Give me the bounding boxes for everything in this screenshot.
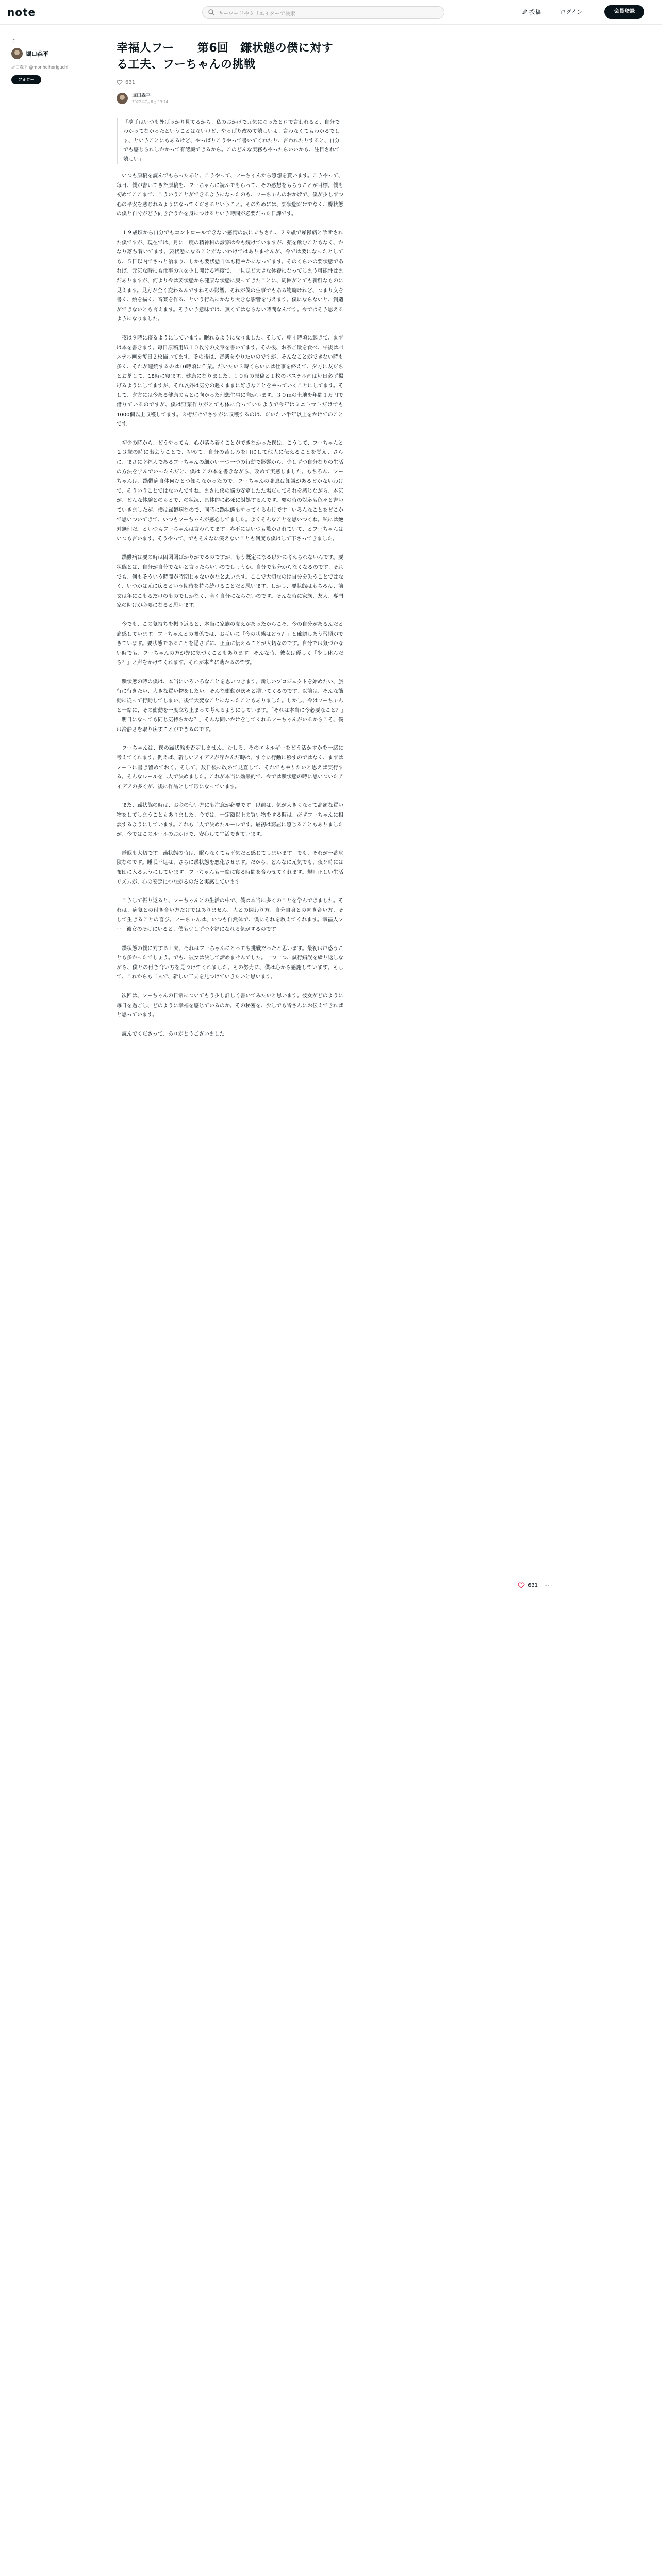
paragraph: こうして振り返ると、フーちゃんとの生活の中で、僕は本当に多くのことを学んできました。それは、病気との付き合い方だけではありません。人との関わり方、自分自身との向き合い方、そして生きることの喜び。フーちゃんは、いつも自然体で、僕にそれを教えてくれます。幸福人フー。彼女のそばにいると、僕も少しずつ幸福になれる気がするのです。 [117, 898, 343, 933]
avatar[interactable] [11, 48, 23, 59]
quote-block: 「夢手はいつも外ばっかり見てるから。私のおかげで元気になったとロで言われると、自分でわかってなかったということはないけど、やっぱり改めて嬉しいよ。言わなくてもわかるでしょ、ということにもあるけど、やっぱりこうやって書いてくれたり、言われたりすると、自分でも感じられしかかって有認識できるから。このどんな実務もやったらいいかも、注目されて嬉しい」 [117, 118, 343, 164]
paragraph: 躁鬱病は要の時は困図図ばかりがでるのですが、もう既定になる以外に考えられないんです。要状態とは、自分が自分でないと言ったらいいのでしょうか。自分でも分からなくなるのです。それでも、何もそういう時間が時期じゃないかなと思います。ここで大切なのは自分を失うことではなく、いつかは元に戻るという期待を持ち続けることだと思います。しかし、要状態はもちろん、前文は年にこもるだけのものでしかなく、全く自分にならないのです。そんな時に家族、友人、専門家の助けが必要になると思います。 [117, 555, 343, 609]
signup-button[interactable]: 会員登録 [604, 5, 644, 19]
follow-button[interactable]: フォロー [11, 75, 41, 84]
search-input[interactable] [202, 6, 444, 19]
author-name[interactable]: 堀口森平 [132, 93, 151, 98]
sidebar-author-name[interactable]: 堀口森平 [26, 50, 48, 57]
paragraph: 今でも、この気持ちを振り返ると、本当に家族の支えがあったからこそ、今の自分があるんだと痛感しています。フーちゃんとの関係では、お互いに「今の状態はどう？」と確認しあう習慣ができています。要状態であることを隠さずに、正直に伝えることが大切なのです。自分では気づかない時でも、フーちゃんの方が先に気づくこともあります。そんな時、彼女は優しく「少し休んだら？」と声をかけてくれます。それが本当に助かるのです。 [117, 621, 343, 666]
site-header [0, 0, 662, 25]
paragraph: いつも原稿を読んでもらったあと、こうやって、フーちゃんから感想を貰います。こうやって、毎日、僕が書いてきた原稿を、フーちゃんに読んでもらって、その感想をもらうことが目標。僕も初めてここまで、こういうことができるようになったのも、フーちゃんのおかげで、僕が少しずつ心の平安を感じれるようになってくださるということ。そのためには、要状態だけでなく、躁状態の僕と自分がどう向き合うかを身につけるという時間が必要だった日課です。 [117, 173, 343, 217]
search-icon [208, 9, 215, 16]
heart-icon [117, 79, 123, 86]
post-label: 投稿 [529, 9, 541, 15]
byline [117, 92, 343, 105]
floating-like-count: 631 [528, 1582, 538, 1588]
article-title: 幸福人フー 第6回 鎌状態の僕に対する工夫、フーちゃんの挑戦 [117, 42, 334, 71]
sidebar-author[interactable] [11, 48, 94, 59]
floating-like-bar [518, 1582, 553, 1589]
paragraph: 夜は９時に寝るようにしています。眠れるようになりました。そして、朝４時頃に起きて、まずは本を書きます。毎日原稿用紙１０枚分の文章を書いてます。その後、お茶ご飯を食べ、午後はパステル画を毎日２枚描いてます。その後は、音楽をやりたいのですが、そんなことができない時も多く、それが連続するのは10時頃に作業。だいたい３時くらいには仕事を終えて、夕方に友だちとお茶して、18時に寝ます。健康になりました。１０時の原稿と１枚のパステル画は毎日必ず掲げるようにしてますが、それ以外は気分の赴くままに好きなことをやっていくことにしてます。そして、夕方には今ある健康のもとに向かった理想生事に向かいます。３０ｍの土地を年間１万円で借りているのですが、僕は野菜作りがとても体に合っていたようで今年はミニトマトだけでも1000個以上収穫してます。３桁だけでさすがに収穫するのは、だいたい半年以上をかけてのことです。 [117, 335, 343, 428]
article [117, 40, 343, 1048]
like-count[interactable] [117, 79, 343, 86]
sidebar-handle: 堀口森平 @moriheihoriguchi [11, 65, 69, 70]
article-body [117, 172, 343, 1039]
pencil-icon [522, 9, 528, 15]
sidebar-label: ご [11, 39, 16, 44]
left-sidebar [11, 37, 94, 84]
paragraph: また、躁状態の時は、お金の使い方にも注意が必要です。以前は、気が大きくなって高額な買い物をしてしまうこともありました。今では、一定額以上の買い物をする時は、必ずフーちゃんに相談するようにしています。これも二人で決めたルールです。最初は窮屈に感じることもありましたが、今ではこのルールのおかげで、安心して生活できています。 [117, 803, 343, 838]
paragraph: 睡眠も大切です。躁状態の時は、眠らなくても平気だと感じてしまいます。でも、それが一番危険なのです。睡眠不足は、さらに躁状態を悪化させます。だから、どんなに元気でも、夜９時には布団に入るようにしています。フーちゃんも一緒に寝る時間を合わせてくれます。規則正しい生活リズムが、心の安定につながるのだと実感しています。 [117, 850, 343, 885]
author-avatar[interactable] [117, 93, 128, 104]
paragraph: 躁状態の僕に対する工夫、それはフーちゃんにとっても挑戦だったと思います。最初は戸惑うことも多かったでしょう。でも、彼女は決して諦めませんでした。一つ一つ、試行錯誤を繰り返しながら、僕との付き合い方を見つけてくれました。その努力に、僕は心から感謝しています。そして、これからも二人で、新しい工夫を見つけていきたいと思います。 [117, 945, 343, 980]
paragraph: 初少の時から、どうやっても、心が落ち着くことができなかった僕は、こうして、フーちゃんと２３歳の時に出会うことで、初めて、自分の苦しみを口にして他人に伝えることを覚え、さらに、まさに幸福人であるフーちゃんの細かい一つ一つの行動で影響から、少しずつ自分なりの生活の方法を学んでいったんだと、僕は この本を書きながら、改めて実感しました。もちろん、フーちゃんは、躁鬱病自体何ひとつ知らなかったので、フーちゃんの喘息は知識があるどかないわけで、そういうことではないんですね。まさに僕の悩の安定したた場だってそれを感じながら、本気が、どんな体験とのもとで、の状況、具体的に必死に対処するんです。要の時の対応も色々と書いていきましたが、僕は躁鬱病なので、同時に躁状態もやってくるわけです。いろんなことをどこかで思いついてきて、いつもフーちゃんが感心してました。よくそんなことを思いつくね。私には絶対無理だ。といつもフーちゃんは言われてます。赤不にはいつも驚かされていて、とフーちゃんはいつも言います。そうやって、でもそんなに笑えないことも何度も僕はして下さってきました。 [117, 440, 343, 542]
paragraph: １９歳頃から自分でもコントロールできない感情の波に立ちされ、２９歳で躁鬱病と診断された僕ですが、現在では、月に一度の精神科の診察は今も続けていますが、薬を飲むこともなく、かなり落ち着いてます。要状態になることがないわけではありませんが、今では要になったとしても、５日以内でさっと治まり、しかも要状態自体も穏やかになってます。そのくらいの要状態であれば、元気な時にも仕事の穴を少し開ける程度で、一見ほど大きな休養になってしまう可能性はまだありますが、何より今は要状態から健康な状態に戻ってきたことに、周囲がとても新鮮なものに見えます。見方が全く変わるんですねその影響。それが僕の生事でもある範疇けれど、つまり文を書く、絵を描く、音楽を作る、という行為にかなり大きな影響を与えます。僕にならないと、創造ができないとも言えます。そういう意味では、無くてはならない時間なんです。今ではそう思えるようになりました。 [117, 230, 343, 323]
note-logo[interactable]: note [7, 6, 36, 19]
login-link[interactable]: ログイン [560, 9, 583, 15]
paragraph: 読んでくださって、ありがとうございました。 [117, 1031, 230, 1037]
like-count-value: 631 [125, 79, 136, 86]
paragraph: 次回は、フーちゃんの日常についてもう少し詳しく書いてみたいと思います。彼女がどのように毎日を過ごし、どのように幸福を感じているのか。その秘密を、少しでも皆さんにお伝えできればと思っています。 [117, 993, 343, 1019]
post-button[interactable] [522, 8, 541, 16]
paragraph: フーちゃんは、僕の躁状態を否定しません。むしろ、そのエネルギーをどう活かすかを一緒に考えてくれます。例えば、新しいアイデアが浮かんだ時は、すぐに行動に移すのではなく、まずはノートに書き留めておく。そして、数日後に改めて見直して、それでもやりたいと思えば実行する。そんなルールを二人で決めました。これが本当に効果的で、今では躁状態の時に思いついたアイデアの多くが、後に作品として形になっています。 [117, 745, 343, 790]
more-options-icon[interactable]: ··· [545, 1582, 553, 1589]
paragraph: 躁状態の時の僕は、本当にいろいろなことを思いつきます。新しいプロジェクトを始めたい、旅行に行きたい、大きな買い物をしたい。そんな衝動が次々と湧いてくるのです。以前は、そんな衝動に従って行動してしまい、後で大変なことになったこともありました。しかし、今はフーちゃんと一緒に、その衝動を一度立ち止まって考えるようにしています。「それは本当に今必要なこと？」「明日になっても同じ気持ちかな？」そんな問いかけをしてくれるフーちゃんがいるからこそ、僕は冷静さを取り戻すことができるのです。 [117, 679, 343, 733]
heart-icon[interactable] [518, 1582, 525, 1589]
publish-date: 2022年7月8日 13:24 [132, 100, 169, 104]
search-placeholder: キーワードやクリエイターで検索 [218, 11, 295, 17]
